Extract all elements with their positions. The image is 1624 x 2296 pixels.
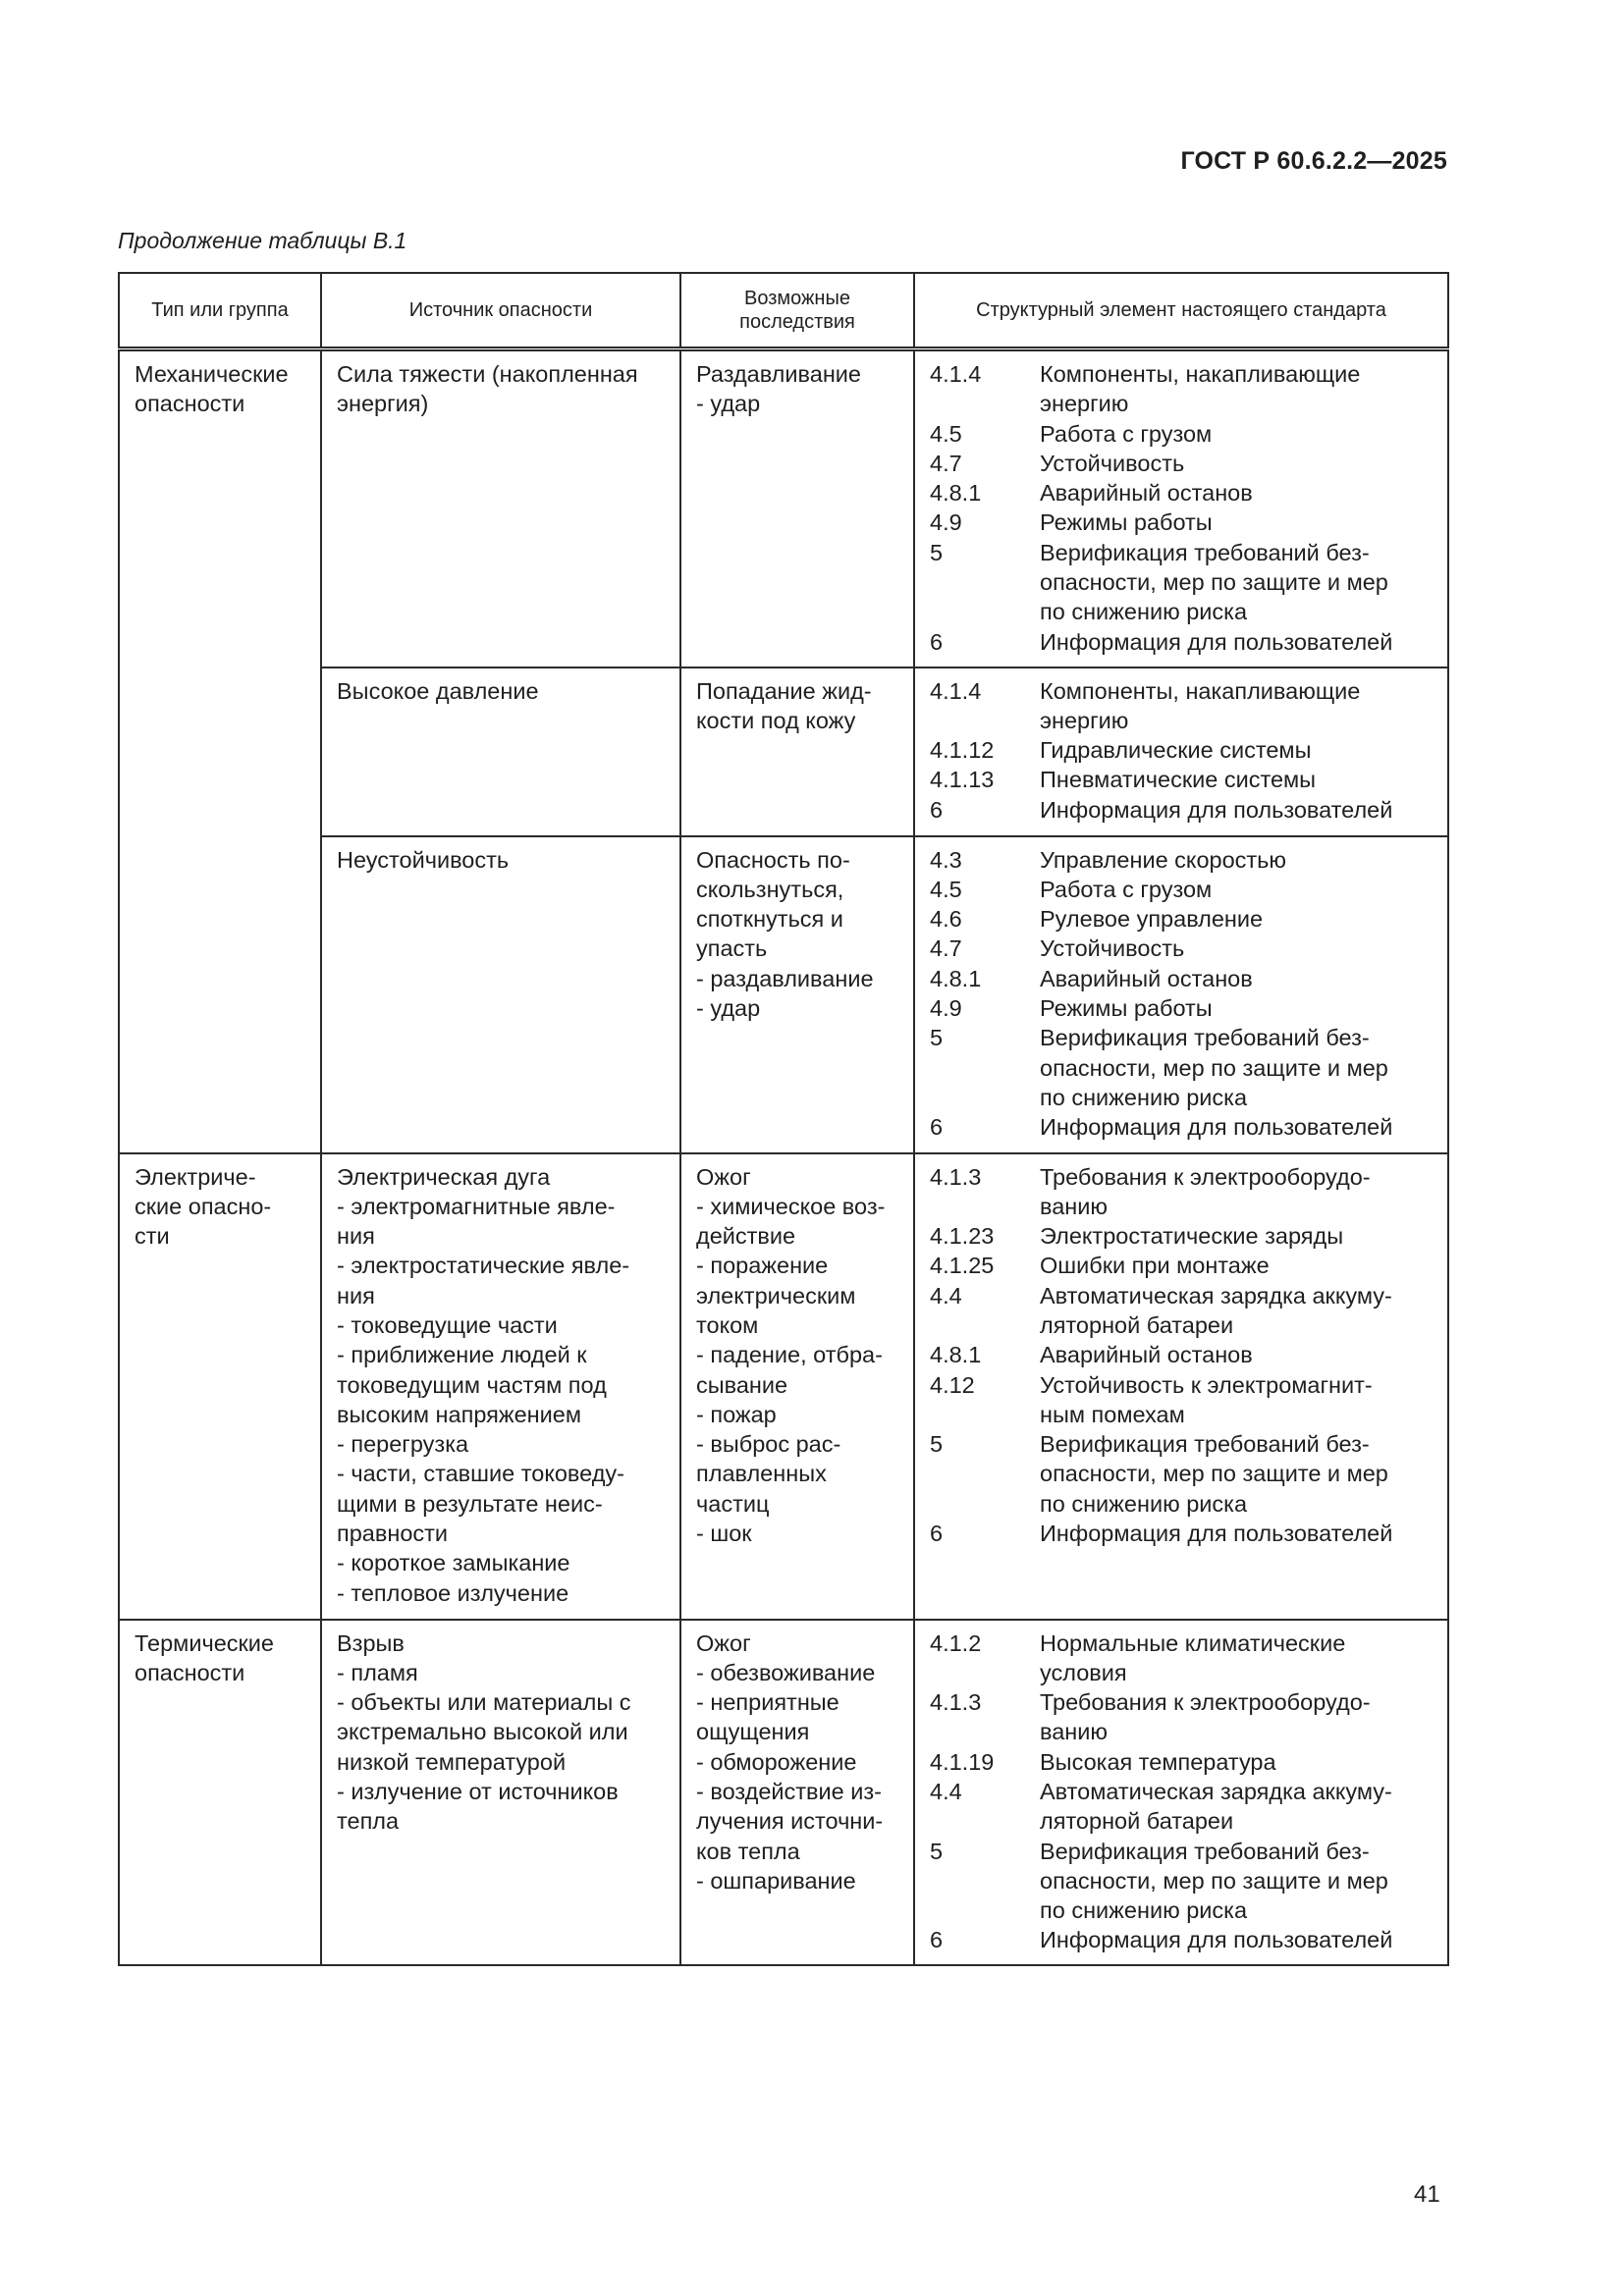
section-title-line: Требования к электрооборудо- bbox=[1040, 1163, 1371, 1190]
section-number: 4.1.25 bbox=[930, 1253, 995, 1279]
cell-text-line: - электромагнитные явле- bbox=[337, 1193, 616, 1219]
section-title-line: Аварийный останов bbox=[1040, 965, 1253, 991]
section-title bbox=[1040, 1112, 1439, 1142]
cell-text-line: частиц bbox=[696, 1490, 770, 1517]
section-title bbox=[1040, 449, 1439, 478]
section-title-line: Верификация требований без- bbox=[1040, 1025, 1370, 1051]
cell-text-line: Опасность по- bbox=[696, 846, 850, 873]
section-title-line: Верификация требований без- bbox=[1040, 539, 1370, 565]
cell-text-line: - обезвоживание bbox=[696, 1659, 876, 1685]
table-row bbox=[119, 349, 1448, 667]
cell-text-line: ния bbox=[337, 1223, 375, 1250]
section-number: 4.1.12 bbox=[930, 737, 995, 764]
cell-text-line: - воздействие из- bbox=[696, 1778, 882, 1804]
cell-text-line: действие bbox=[696, 1223, 796, 1250]
cell-source bbox=[321, 667, 680, 836]
cell-text-line: скользнуться, bbox=[696, 876, 844, 902]
section-number: 5 bbox=[930, 1431, 944, 1458]
cell-text-line: - раздавливание bbox=[696, 965, 874, 991]
cell-type bbox=[119, 349, 321, 1153]
section-title-line: Информация для пользователей bbox=[1040, 1927, 1393, 1953]
section-title-line: Управление скоростью bbox=[1040, 846, 1287, 873]
section-title bbox=[1040, 875, 1439, 904]
section-title-line: Режимы работы bbox=[1040, 994, 1213, 1021]
cell-refs bbox=[914, 1153, 1448, 1620]
cell-text-line: Высокое давление bbox=[337, 677, 539, 704]
section-title-line: энергию bbox=[1040, 707, 1129, 733]
cell-text-line: Ожог bbox=[696, 1163, 751, 1190]
section-title bbox=[1040, 795, 1439, 825]
section-title bbox=[1040, 478, 1439, 507]
cell-text-line: сти bbox=[135, 1223, 170, 1250]
section-title-line: Автоматическая зарядка аккуму- bbox=[1040, 1282, 1392, 1308]
cell-text-line: ощущения bbox=[696, 1719, 810, 1745]
section-title-line: Рулевое управление bbox=[1040, 906, 1264, 933]
cell-text-line: тепла bbox=[337, 1808, 400, 1835]
section-title bbox=[1040, 1162, 1439, 1222]
cell-text-line: споткнуться и bbox=[696, 906, 843, 933]
cell-text-line: щими в результате неис- bbox=[337, 1490, 603, 1517]
cell-text-line: Механические bbox=[135, 361, 289, 387]
cell-text-line: - электростатические явле- bbox=[337, 1253, 630, 1279]
section-title-line: условия bbox=[1040, 1659, 1127, 1685]
cell-text-line: опасности bbox=[135, 1659, 245, 1685]
section-title-line: опасности, мер по защите и мер bbox=[1040, 1867, 1388, 1894]
table-row bbox=[119, 1153, 1448, 1620]
cell-text-line: плавленных bbox=[696, 1461, 827, 1487]
section-title-line: Аварийный останов bbox=[1040, 1342, 1253, 1368]
hazards-table bbox=[118, 272, 1449, 1966]
section-title bbox=[1040, 1777, 1439, 1837]
section-title-line: Электростатические заряды bbox=[1040, 1223, 1344, 1250]
section-number: 6 bbox=[930, 1521, 944, 1547]
section-number: 5 bbox=[930, 539, 944, 565]
cell-text-line: лучения источни- bbox=[696, 1808, 884, 1835]
table-row bbox=[119, 1620, 1448, 1965]
section-title bbox=[1040, 1629, 1439, 1688]
section-title-line: Режимы работы bbox=[1040, 509, 1213, 536]
section-number: 4.1.4 bbox=[930, 361, 982, 387]
section-title bbox=[1040, 1221, 1439, 1251]
cell-text-line: - пожар bbox=[696, 1401, 777, 1427]
cell-type bbox=[119, 1153, 321, 1620]
section-title-line: по снижению риска bbox=[1040, 1897, 1248, 1924]
section-title-line: Нормальные климатические bbox=[1040, 1629, 1346, 1656]
section-title bbox=[1040, 1340, 1439, 1369]
section-title-line: Требования к электрооборудо- bbox=[1040, 1689, 1371, 1716]
section-number: 4.8.1 bbox=[930, 965, 982, 991]
section-title-line: по снижению риска bbox=[1040, 1490, 1248, 1517]
cell-text-line: - обморожение bbox=[696, 1748, 857, 1775]
section-title bbox=[1040, 359, 1439, 419]
cell-source bbox=[321, 836, 680, 1153]
section-title bbox=[1040, 765, 1439, 794]
cell-text-line: - части, ставшие токоведу- bbox=[337, 1461, 624, 1487]
section-title-line: ванию bbox=[1040, 1193, 1109, 1219]
cell-text-line: - пламя bbox=[337, 1659, 418, 1685]
section-title-line: Информация для пользователей bbox=[1040, 1114, 1393, 1141]
cell-consequences bbox=[680, 1620, 914, 1965]
table-caption: Продолжение таблицы В.1 bbox=[118, 228, 407, 253]
cell-text-line: - перегрузка bbox=[337, 1431, 469, 1458]
section-number: 4.5 bbox=[930, 876, 962, 902]
section-title bbox=[1040, 934, 1439, 963]
section-number: 4.6 bbox=[930, 906, 962, 933]
cell-text-line: энергия) bbox=[337, 391, 429, 417]
section-title bbox=[1040, 507, 1439, 537]
section-title-line: ляторной батареи bbox=[1040, 1808, 1234, 1835]
cell-consequences bbox=[680, 349, 914, 667]
cell-refs bbox=[914, 1620, 1448, 1965]
cell-text-line: токоведущим частям под bbox=[337, 1371, 607, 1398]
section-title-line: Устойчивость bbox=[1040, 935, 1185, 962]
section-number: 4.8.1 bbox=[930, 480, 982, 507]
cell-text-line: сывание bbox=[696, 1371, 788, 1398]
section-title bbox=[1040, 1687, 1439, 1747]
section-title bbox=[1040, 1837, 1439, 1926]
cell-text-line: - излучение от источников bbox=[337, 1778, 619, 1804]
section-title bbox=[1040, 538, 1439, 627]
section-number: 4.7 bbox=[930, 450, 962, 476]
section-number: 4.7 bbox=[930, 935, 962, 962]
section-number: 4.3 bbox=[930, 846, 962, 873]
cell-consequences bbox=[680, 1153, 914, 1620]
section-title-line: ляторной батареи bbox=[1040, 1311, 1234, 1338]
section-number: 4.1.19 bbox=[930, 1748, 995, 1775]
section-title-line: Гидравлические системы bbox=[1040, 737, 1312, 764]
section-number: 4.1.4 bbox=[930, 677, 982, 704]
section-number: 6 bbox=[930, 628, 944, 655]
section-title-line: Информация для пользователей bbox=[1040, 796, 1393, 823]
cell-text-line: - выброс рас- bbox=[696, 1431, 841, 1458]
cell-source bbox=[321, 1153, 680, 1620]
section-title-line: опасности, мер по защите и мер bbox=[1040, 1461, 1388, 1487]
cell-text-line: ков тепла bbox=[696, 1838, 800, 1864]
cell-text-line: - удар bbox=[696, 391, 761, 417]
section-title-line: Ошибки при монтаже bbox=[1040, 1253, 1270, 1279]
section-title bbox=[1040, 904, 1439, 934]
cell-consequences bbox=[680, 836, 914, 1153]
cell-text-line: - поражение bbox=[696, 1253, 829, 1279]
cell-text-line: - тепловое излучение bbox=[337, 1579, 569, 1606]
section-title-line: Компоненты, накапливающие bbox=[1040, 361, 1361, 387]
cell-text-line: упасть bbox=[696, 935, 768, 962]
section-title bbox=[1040, 676, 1439, 736]
section-number: 5 bbox=[930, 1025, 944, 1051]
cell-text-line: током bbox=[696, 1311, 759, 1338]
section-title-line: Верификация требований без- bbox=[1040, 1838, 1370, 1864]
cell-type bbox=[119, 1620, 321, 1965]
cell-consequences bbox=[680, 667, 914, 836]
cell-text-line: - падение, отбра- bbox=[696, 1342, 883, 1368]
column-header-type: Тип или группа bbox=[119, 273, 321, 349]
column-header-consequences: Возможные последствия bbox=[680, 273, 914, 349]
cell-text-line: низкой температурой bbox=[337, 1748, 567, 1775]
section-title-line: Верификация требований без- bbox=[1040, 1431, 1370, 1458]
section-number: 4.1.3 bbox=[930, 1163, 982, 1190]
section-title-line: Автоматическая зарядка аккуму- bbox=[1040, 1778, 1392, 1804]
section-title-line: Устойчивость bbox=[1040, 450, 1185, 476]
cell-text-line: - удар bbox=[696, 994, 761, 1021]
section-number: 6 bbox=[930, 796, 944, 823]
cell-text-line: Электриче- bbox=[135, 1163, 256, 1190]
section-number: 4.9 bbox=[930, 509, 962, 536]
cell-text-line: Попадание жид- bbox=[696, 677, 872, 704]
section-number: 4.1.23 bbox=[930, 1223, 995, 1250]
section-number: 6 bbox=[930, 1927, 944, 1953]
section-title-line: Компоненты, накапливающие bbox=[1040, 677, 1361, 704]
section-title bbox=[1040, 419, 1439, 449]
cell-text-line: - объекты или материалы с bbox=[337, 1689, 631, 1716]
section-title-line: ванию bbox=[1040, 1719, 1109, 1745]
cell-text-line: кости под кожу bbox=[696, 707, 856, 733]
cell-text-line: Термические bbox=[135, 1629, 274, 1656]
cell-text-line: - химическое воз- bbox=[696, 1193, 886, 1219]
section-title-line: Устойчивость к электромагнит- bbox=[1040, 1371, 1373, 1398]
section-number: 4.8.1 bbox=[930, 1342, 982, 1368]
cell-refs bbox=[914, 667, 1448, 836]
section-title-line: ным помехам bbox=[1040, 1401, 1185, 1427]
section-number: 6 bbox=[930, 1114, 944, 1141]
cell-text-line: опасности bbox=[135, 391, 245, 417]
section-number: 4.1.13 bbox=[930, 767, 995, 793]
section-title bbox=[1040, 735, 1439, 765]
section-number: 4.4 bbox=[930, 1778, 962, 1804]
section-title-line: энергию bbox=[1040, 391, 1129, 417]
section-title bbox=[1040, 627, 1439, 657]
cell-text-line: - короткое замыкание bbox=[337, 1550, 570, 1576]
section-title-line: Работа с грузом bbox=[1040, 876, 1213, 902]
section-title bbox=[1040, 1023, 1439, 1112]
section-title bbox=[1040, 1429, 1439, 1519]
section-title-line: опасности, мер по защите и мер bbox=[1040, 1054, 1388, 1081]
column-header-source: Источник опасности bbox=[321, 273, 680, 349]
cell-text-line: - ошпаривание bbox=[696, 1867, 856, 1894]
page-number: 41 bbox=[1414, 2181, 1440, 2208]
section-number: 4.4 bbox=[930, 1282, 962, 1308]
section-title-line: Информация для пользователей bbox=[1040, 628, 1393, 655]
cell-source bbox=[321, 1620, 680, 1965]
section-title bbox=[1040, 1747, 1439, 1777]
section-number: 4.5 bbox=[930, 420, 962, 447]
section-number: 4.1.2 bbox=[930, 1629, 982, 1656]
cell-refs bbox=[914, 836, 1448, 1153]
cell-text-line: высоким напряжением bbox=[337, 1401, 581, 1427]
document-code: ГОСТ Р 60.6.2.2—2025 bbox=[1180, 147, 1447, 175]
cell-text-line: Ожог bbox=[696, 1629, 751, 1656]
cell-text-line: Раздавливание bbox=[696, 361, 861, 387]
table-body bbox=[119, 349, 1448, 1965]
section-number: 4.1.3 bbox=[930, 1689, 982, 1716]
cell-text-line: Сила тяжести (накопленная bbox=[337, 361, 638, 387]
cell-text-line: электрическим bbox=[696, 1282, 856, 1308]
cell-text-line: ские опасно- bbox=[135, 1193, 272, 1219]
section-title bbox=[1040, 845, 1439, 875]
section-title-line: по снижению риска bbox=[1040, 1084, 1248, 1110]
section-number: 4.12 bbox=[930, 1371, 975, 1398]
section-title bbox=[1040, 964, 1439, 993]
section-title-line: опасности, мер по защите и мер bbox=[1040, 569, 1388, 596]
cell-refs bbox=[914, 349, 1448, 667]
section-title-line: Пневматические системы bbox=[1040, 767, 1317, 793]
cell-text-line: Взрыв bbox=[337, 1629, 405, 1656]
column-header-structural-element: Структурный элемент настоящего стандарта bbox=[914, 273, 1448, 349]
cell-text-line: - неприятные bbox=[696, 1689, 839, 1716]
table-header-row bbox=[119, 273, 1448, 349]
cell-text-line: - приближение людей к bbox=[337, 1342, 587, 1368]
cell-text-line: - токоведущие части bbox=[337, 1311, 558, 1338]
section-title bbox=[1040, 1251, 1439, 1280]
section-number: 4.9 bbox=[930, 994, 962, 1021]
cell-text-line: - шок bbox=[696, 1521, 752, 1547]
cell-text-line: правности bbox=[337, 1521, 449, 1547]
section-number: 5 bbox=[930, 1838, 944, 1864]
section-title bbox=[1040, 993, 1439, 1023]
cell-text-line: Электрическая дуга bbox=[337, 1163, 551, 1190]
section-title-line: Информация для пользователей bbox=[1040, 1521, 1393, 1547]
section-title-line: по снижению риска bbox=[1040, 599, 1248, 625]
section-title bbox=[1040, 1370, 1439, 1430]
section-title bbox=[1040, 1281, 1439, 1341]
section-title-line: Работа с грузом bbox=[1040, 420, 1213, 447]
section-title-line: Аварийный останов bbox=[1040, 480, 1253, 507]
section-title-line: Высокая температура bbox=[1040, 1748, 1276, 1775]
cell-text-line: экстремально высокой или bbox=[337, 1719, 628, 1745]
cell-text-line: Неустойчивость bbox=[337, 846, 510, 873]
section-title bbox=[1040, 1519, 1439, 1548]
cell-source bbox=[321, 349, 680, 667]
cell-text-line: ния bbox=[337, 1282, 375, 1308]
section-title bbox=[1040, 1925, 1439, 1954]
